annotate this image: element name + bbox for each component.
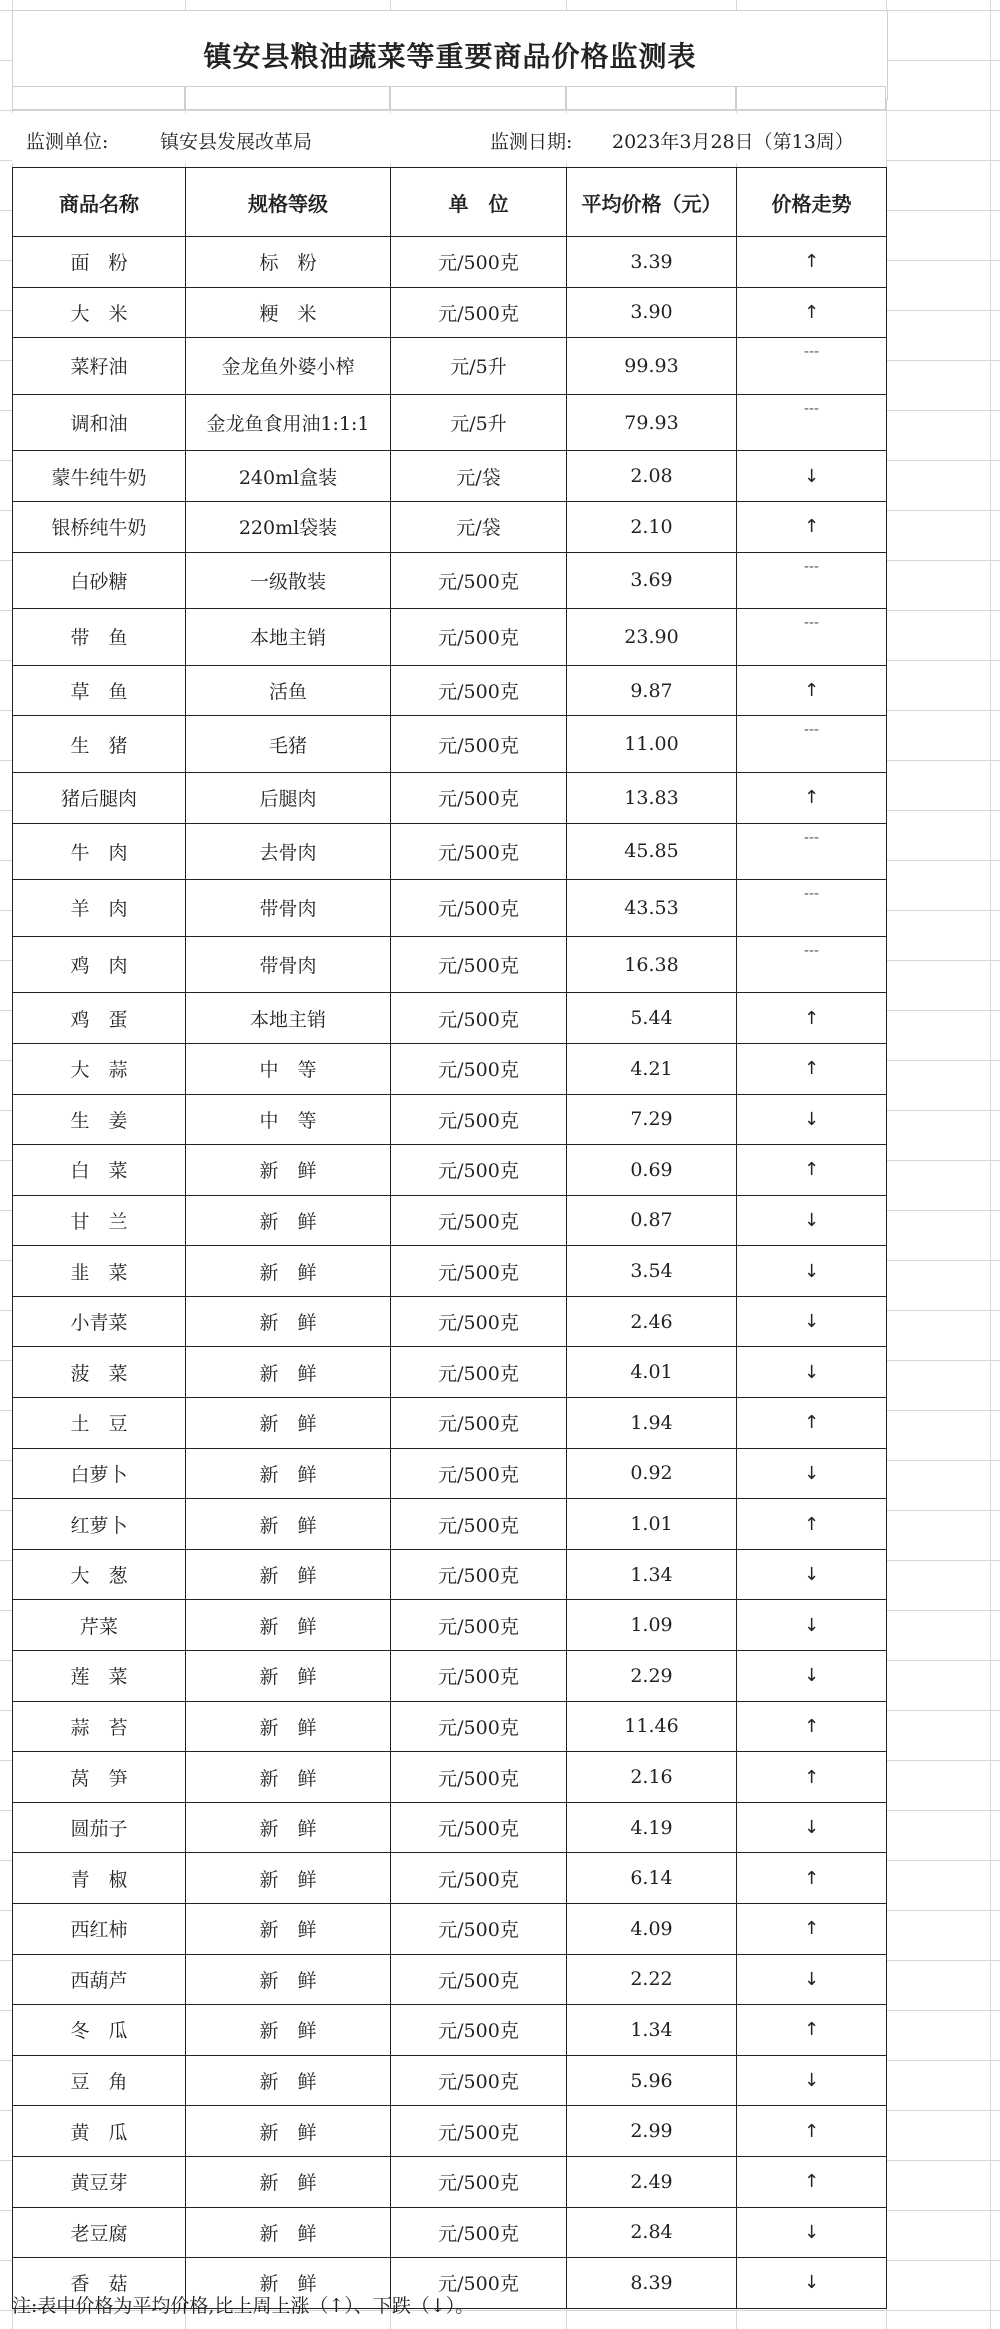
cell-trend: ↓ [737, 1600, 887, 1651]
cell-unit: 元/500克 [391, 1347, 567, 1398]
cell-spec: 新 鲜 [186, 1246, 391, 1297]
monitor-date-value: 2023年3月28日（第13周） [612, 131, 854, 153]
table-row [13, 2106, 887, 2157]
table-row [13, 338, 887, 395]
cell-price: 7.29 [567, 1094, 737, 1145]
cell-name: 芹菜 [13, 1600, 186, 1651]
cell-spec: 去骨肉 [186, 823, 391, 880]
cell-name: 白 菜 [13, 1145, 186, 1196]
cell-unit: 元/500克 [391, 823, 567, 880]
cell-price: 79.93 [567, 394, 737, 451]
monitor-unit-label: 监测单位: [26, 131, 109, 153]
table-row [13, 552, 887, 609]
table-row [13, 237, 887, 288]
cell-name: 生 猪 [13, 716, 186, 773]
table-row [13, 1802, 887, 1853]
blank-cell [12, 86, 185, 110]
blank-cell [185, 86, 390, 110]
cell-name: 莲 菜 [13, 1651, 186, 1702]
cell-spec: 新 鲜 [186, 1853, 391, 1904]
table-row [13, 1651, 887, 1702]
table-row [13, 1195, 887, 1246]
table-row [13, 716, 887, 773]
cell-trend: ↑ [737, 1904, 887, 1955]
cell-price: 3.69 [567, 552, 737, 609]
cell-price: 23.90 [567, 609, 737, 666]
cell-spec: 240ml盒装 [186, 451, 391, 502]
cell-trend: ↓ [737, 1195, 887, 1246]
cell-spec: 新 鲜 [186, 1752, 391, 1803]
cell-price: 5.96 [567, 2055, 737, 2106]
cell-trend: ↑ [737, 993, 887, 1044]
table-body [13, 237, 887, 2309]
table-row [13, 1398, 887, 1449]
table-row [13, 1549, 887, 1600]
cell-price: 16.38 [567, 936, 737, 993]
cell-unit: 元/500克 [391, 1145, 567, 1196]
table-row [13, 1094, 887, 1145]
cell-name: 西红柿 [13, 1904, 186, 1955]
gridline-vertical [990, 0, 991, 2329]
table-row [13, 2207, 887, 2258]
table-row [13, 880, 887, 937]
cell-name: 白萝卜 [13, 1448, 186, 1499]
cell-unit: 元/500克 [391, 1853, 567, 1904]
table-row [13, 501, 887, 552]
cell-price: 3.39 [567, 237, 737, 288]
cell-spec: 新 鲜 [186, 1347, 391, 1398]
cell-name: 菠 菜 [13, 1347, 186, 1398]
cell-spec: 新 鲜 [186, 1448, 391, 1499]
table-row [13, 1904, 887, 1955]
table-row [13, 1752, 887, 1803]
table-row [13, 451, 887, 502]
cell-price: 8.39 [567, 2258, 737, 2309]
cell-name: 豆 角 [13, 2055, 186, 2106]
cell-price: 2.49 [567, 2156, 737, 2207]
cell-spec: 新 鲜 [186, 2055, 391, 2106]
cell-unit: 元/500克 [391, 1904, 567, 1955]
cell-unit: 元/500克 [391, 2106, 567, 2157]
cell-spec: 新 鲜 [186, 2258, 391, 2309]
cell-unit: 元/500克 [391, 1701, 567, 1752]
cell-price: 0.69 [567, 1145, 737, 1196]
cell-name: 西葫芦 [13, 1954, 186, 2005]
cell-name: 面 粉 [13, 237, 186, 288]
cell-trend: ↓ [737, 1651, 887, 1702]
cell-trend: ↓ [737, 1094, 887, 1145]
table-row [13, 823, 887, 880]
cell-price: 43.53 [567, 880, 737, 937]
cell-trend: ↑ [737, 1145, 887, 1196]
table-row [13, 665, 887, 716]
cell-unit: 元/5升 [391, 394, 567, 451]
header-trend: 价格走势 [737, 168, 887, 237]
cell-spec: 新 鲜 [186, 1549, 391, 1600]
cell-trend: ↑ [737, 237, 887, 288]
table-row [13, 772, 887, 823]
cell-unit: 元/500克 [391, 1752, 567, 1803]
cell-trend: ↑ [737, 1499, 887, 1550]
cell-price: 4.19 [567, 1802, 737, 1853]
cell-name: 鸡 蛋 [13, 993, 186, 1044]
cell-unit: 元/500克 [391, 1499, 567, 1550]
cell-spec: 本地主销 [186, 609, 391, 666]
cell-price: 0.92 [567, 1448, 737, 1499]
cell-name: 带 鱼 [13, 609, 186, 666]
blank-cell [566, 86, 736, 110]
cell-price: 45.85 [567, 823, 737, 880]
cell-name: 调和油 [13, 394, 186, 451]
cell-name: 大 蒜 [13, 1043, 186, 1094]
table-row [13, 1499, 887, 1550]
cell-trend: ↓ [737, 451, 887, 502]
blank-cell [390, 86, 566, 110]
cell-unit: 元/500克 [391, 237, 567, 288]
cell-unit: 元/500克 [391, 1246, 567, 1297]
cell-unit: 元/500克 [391, 609, 567, 666]
cell-name: 老豆腐 [13, 2207, 186, 2258]
cell-spec: 一级散装 [186, 552, 391, 609]
cell-price: 13.83 [567, 772, 737, 823]
cell-trend: ↓ [737, 1246, 887, 1297]
header-name: 商品名称 [13, 168, 186, 237]
cell-spec: 新 鲜 [186, 1145, 391, 1196]
cell-name: 羊 肉 [13, 880, 186, 937]
cell-unit: 元/500克 [391, 1600, 567, 1651]
cell-trend: ↓ [737, 1954, 887, 2005]
table-row [13, 1246, 887, 1297]
gridline-horizontal [0, 110, 1000, 111]
cell-name: 银桥纯牛奶 [13, 501, 186, 552]
table-row [13, 287, 887, 338]
cell-trend: ↑ [737, 665, 887, 716]
cell-trend: ↓ [737, 1448, 887, 1499]
cell-price: 2.22 [567, 1954, 737, 2005]
header-unit: 单 位 [391, 168, 567, 237]
cell-spec: 带骨肉 [186, 880, 391, 937]
cell-spec: 新 鲜 [186, 1954, 391, 2005]
cell-price: 4.09 [567, 1904, 737, 1955]
cell-unit: 元/500克 [391, 936, 567, 993]
cell-price: 2.10 [567, 501, 737, 552]
cell-name: 韭 菜 [13, 1246, 186, 1297]
blank-cell [736, 86, 886, 110]
cell-price: 3.54 [567, 1246, 737, 1297]
cell-spec: 毛猪 [186, 716, 391, 773]
cell-trend: ↑ [737, 2005, 887, 2056]
cell-unit: 元/500克 [391, 2055, 567, 2106]
cell-spec: 本地主销 [186, 993, 391, 1044]
cell-trend: ↓ [737, 1347, 887, 1398]
cell-price: 4.01 [567, 1347, 737, 1398]
cell-price: 99.93 [567, 338, 737, 395]
cell-trend: ↓ [737, 2258, 887, 2309]
cell-trend: --- [737, 552, 887, 609]
cell-spec: 带骨肉 [186, 936, 391, 993]
cell-trend: ↓ [737, 1802, 887, 1853]
cell-unit: 元/500克 [391, 1954, 567, 2005]
cell-trend: --- [737, 338, 887, 395]
cell-trend: ↑ [737, 501, 887, 552]
cell-unit: 元/500克 [391, 1296, 567, 1347]
cell-trend: --- [737, 609, 887, 666]
cell-spec: 新 鲜 [186, 1701, 391, 1752]
cell-spec: 金龙鱼外婆小榨 [186, 338, 391, 395]
cell-unit: 元/500克 [391, 880, 567, 937]
cell-trend: ↑ [737, 1043, 887, 1094]
cell-name: 生 姜 [13, 1094, 186, 1145]
cell-name: 大 米 [13, 287, 186, 338]
cell-price: 2.84 [567, 2207, 737, 2258]
cell-trend: --- [737, 880, 887, 937]
cell-name: 黄 瓜 [13, 2106, 186, 2157]
cell-spec: 新 鲜 [186, 2106, 391, 2157]
cell-trend: --- [737, 823, 887, 880]
cell-spec: 新 鲜 [186, 2207, 391, 2258]
table-row [13, 1600, 887, 1651]
cell-price: 2.29 [567, 1651, 737, 1702]
cell-trend: ↓ [737, 1296, 887, 1347]
cell-spec: 新 鲜 [186, 1904, 391, 1955]
cell-spec: 金龙鱼食用油1:1:1 [186, 394, 391, 451]
cell-trend: ↑ [737, 772, 887, 823]
cell-name: 猪后腿肉 [13, 772, 186, 823]
cell-price: 2.08 [567, 451, 737, 502]
cell-price: 4.21 [567, 1043, 737, 1094]
cell-name: 白砂糖 [13, 552, 186, 609]
cell-unit: 元/500克 [391, 552, 567, 609]
table-row [13, 1701, 887, 1752]
cell-price: 1.01 [567, 1499, 737, 1550]
cell-spec: 新 鲜 [186, 1600, 391, 1651]
cell-price: 3.90 [567, 287, 737, 338]
cell-unit: 元/500克 [391, 1398, 567, 1449]
table-row [13, 1347, 887, 1398]
cell-trend: --- [737, 716, 887, 773]
cell-name: 蒜 苔 [13, 1701, 186, 1752]
cell-unit: 元/500克 [391, 1802, 567, 1853]
cell-name: 圆茄子 [13, 1802, 186, 1853]
cell-price: 2.99 [567, 2106, 737, 2157]
cell-name: 莴 笋 [13, 1752, 186, 1803]
table-row [13, 1043, 887, 1094]
table-row [13, 1296, 887, 1347]
table-row [13, 2156, 887, 2207]
cell-name: 土 豆 [13, 1398, 186, 1449]
page-title: 镇安县粮油蔬菜等重要商品价格监测表 [12, 10, 888, 100]
cell-trend: ↑ [737, 1701, 887, 1752]
cell-unit: 元/袋 [391, 451, 567, 502]
table-row [13, 936, 887, 993]
price-table [12, 167, 887, 2309]
cell-trend: --- [737, 936, 887, 993]
cell-trend: ↑ [737, 1752, 887, 1803]
cell-price: 11.00 [567, 716, 737, 773]
cell-spec: 新 鲜 [186, 1195, 391, 1246]
cell-unit: 元/500克 [391, 1448, 567, 1499]
cell-unit: 元/500克 [391, 1094, 567, 1145]
cell-unit: 元/500克 [391, 716, 567, 773]
table-row [13, 1954, 887, 2005]
cell-name: 大 葱 [13, 1549, 186, 1600]
cell-trend: ↑ [737, 1853, 887, 1904]
cell-unit: 元/500克 [391, 1043, 567, 1094]
cell-trend: ↑ [737, 1398, 887, 1449]
cell-spec: 新 鲜 [186, 2005, 391, 2056]
cell-spec: 活鱼 [186, 665, 391, 716]
cell-name: 香 菇 [13, 2258, 186, 2309]
cell-unit: 元/500克 [391, 2005, 567, 2056]
cell-spec: 220ml袋装 [186, 501, 391, 552]
cell-price: 9.87 [567, 665, 737, 716]
cell-spec: 中 等 [186, 1094, 391, 1145]
footnote: 注:表中价格为平均价格,比上周上涨（↑）、下跌（↓）。 [12, 2294, 475, 2317]
cell-unit: 元/500克 [391, 2258, 567, 2309]
header-price: 平均价格（元） [567, 168, 737, 237]
monitor-unit-value: 镇安县发展改革局 [160, 131, 313, 153]
table-row [13, 609, 887, 666]
table-row [13, 2055, 887, 2106]
cell-spec: 粳 米 [186, 287, 391, 338]
cell-price: 1.34 [567, 1549, 737, 1600]
cell-price: 5.44 [567, 993, 737, 1044]
cell-trend: ↓ [737, 1549, 887, 1600]
cell-spec: 新 鲜 [186, 2156, 391, 2207]
cell-unit: 元/5升 [391, 338, 567, 395]
cell-trend: ↑ [737, 287, 887, 338]
cell-spec: 新 鲜 [186, 1296, 391, 1347]
cell-unit: 元/500克 [391, 1651, 567, 1702]
cell-unit: 元/500克 [391, 772, 567, 823]
cell-price: 1.34 [567, 2005, 737, 2056]
cell-price: 2.16 [567, 1752, 737, 1803]
cell-spec: 新 鲜 [186, 1802, 391, 1853]
cell-spec: 新 鲜 [186, 1651, 391, 1702]
table-row [13, 2005, 887, 2056]
cell-trend: ↑ [737, 2106, 887, 2157]
meta-row [12, 113, 886, 163]
table-header-row [13, 168, 887, 237]
cell-price: 2.46 [567, 1296, 737, 1347]
cell-spec: 新 鲜 [186, 1398, 391, 1449]
cell-name: 菜籽油 [13, 338, 186, 395]
monitor-date-label: 监测日期: [490, 131, 573, 153]
cell-name: 黄豆芽 [13, 2156, 186, 2207]
cell-unit: 元/500克 [391, 2207, 567, 2258]
cell-spec: 中 等 [186, 1043, 391, 1094]
header-spec: 规格等级 [186, 168, 391, 237]
cell-name: 红萝卜 [13, 1499, 186, 1550]
cell-unit: 元/500克 [391, 287, 567, 338]
cell-unit: 元/500克 [391, 2156, 567, 2207]
cell-unit: 元/500克 [391, 1195, 567, 1246]
table-row [13, 1145, 887, 1196]
cell-trend: ↑ [737, 2156, 887, 2207]
cell-price: 11.46 [567, 1701, 737, 1752]
cell-name: 牛 肉 [13, 823, 186, 880]
cell-price: 6.14 [567, 1853, 737, 1904]
cell-spec: 新 鲜 [186, 1499, 391, 1550]
table-row [13, 394, 887, 451]
cell-unit: 元/袋 [391, 501, 567, 552]
cell-unit: 元/500克 [391, 665, 567, 716]
cell-trend: ↓ [737, 2207, 887, 2258]
cell-unit: 元/500克 [391, 1549, 567, 1600]
table-row [13, 993, 887, 1044]
cell-unit: 元/500克 [391, 993, 567, 1044]
cell-name: 草 鱼 [13, 665, 186, 716]
table-row [13, 1853, 887, 1904]
cell-price: 0.87 [567, 1195, 737, 1246]
cell-trend: --- [737, 394, 887, 451]
cell-name: 青 椒 [13, 1853, 186, 1904]
cell-name: 冬 瓜 [13, 2005, 186, 2056]
table-row [13, 1448, 887, 1499]
cell-name: 小青菜 [13, 1296, 186, 1347]
cell-price: 1.09 [567, 1600, 737, 1651]
cell-name: 蒙牛纯牛奶 [13, 451, 186, 502]
cell-price: 1.94 [567, 1398, 737, 1449]
cell-name: 甘 兰 [13, 1195, 186, 1246]
cell-name: 鸡 肉 [13, 936, 186, 993]
cell-trend: ↓ [737, 2055, 887, 2106]
cell-spec: 标 粉 [186, 237, 391, 288]
cell-spec: 后腿肉 [186, 772, 391, 823]
